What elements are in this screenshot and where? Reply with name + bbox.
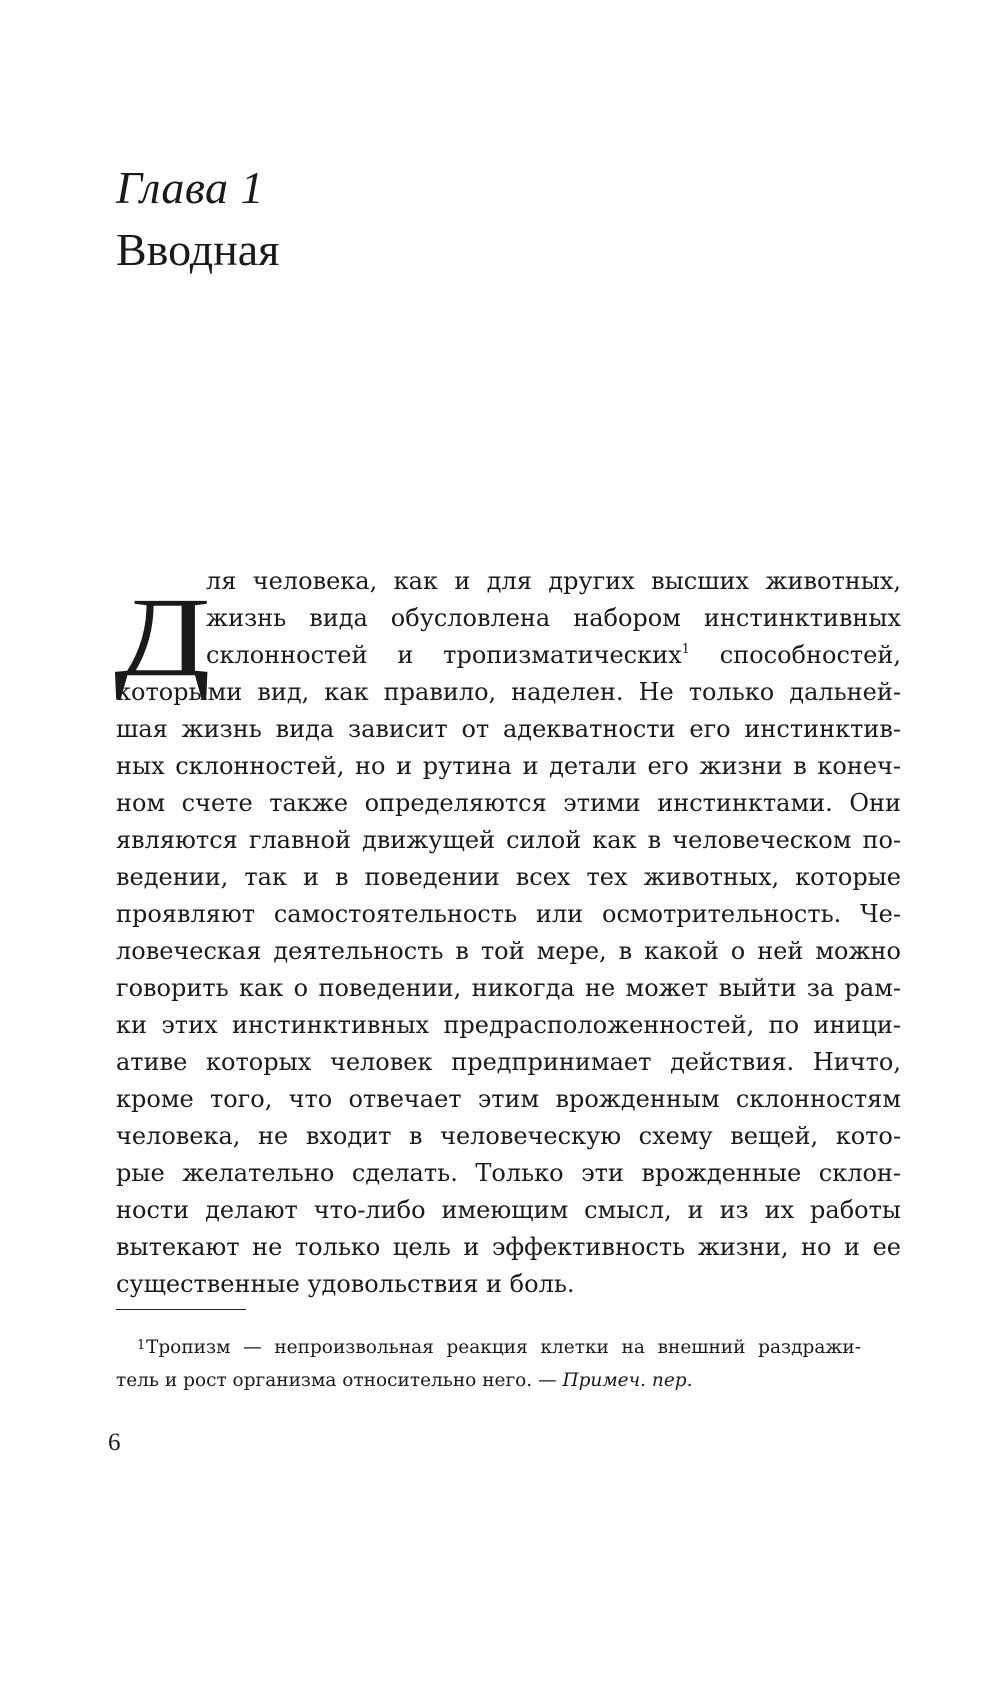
body-line: шая жизнь вида зависит от адекватности его инстинктив- xyxy=(116,715,901,743)
chapter-title: Вводная xyxy=(116,224,280,275)
body-line xyxy=(206,637,901,674)
body-line: ных склонностей, но и рутина и детали его жизни в конеч- xyxy=(116,752,901,780)
body-line: являются главной движущей силой как в человеческом по- xyxy=(116,826,901,854)
body-line: существенные удовольствия и боль. xyxy=(116,1270,575,1298)
body-line: человека, не входит в человеческую схему вещей, кото- xyxy=(116,1122,901,1150)
body-line: ативе которых человек предпринимает действия. Ничто, xyxy=(116,1048,901,1076)
body-line: ки этих инстинктивных предрасположенностей, по иници- xyxy=(116,1011,901,1039)
body-line: кроме того, что отвечает этим врожденным склонностям xyxy=(116,1085,901,1113)
chapter-number: Глава 1 xyxy=(116,162,264,213)
page-number: 6 xyxy=(108,1429,121,1456)
footnote-line xyxy=(116,1364,861,1397)
footnote-line: Тропизм — непроизвольная реакция клетки на внешний раздражи- xyxy=(146,1337,861,1358)
footnote-text: тель и рост организма относительно него. — xyxy=(116,1370,563,1391)
translator-note: Примеч. пер. xyxy=(562,1370,693,1391)
body-line-part: способностей, xyxy=(719,641,901,669)
drop-cap: Д xyxy=(114,573,211,700)
body-line-part: склонностей и тропизматических xyxy=(206,641,682,669)
body-line: ведении, так и в поведении всех тех животных, которые xyxy=(116,863,901,891)
body-line: рые желательно сделать. Только эти врожденные склон- xyxy=(116,1159,901,1187)
body-line: ности делают что-либо имеющим смысл, и из их работы xyxy=(116,1196,901,1224)
footnote-divider xyxy=(116,1309,246,1310)
body-line: ном счете также определяются этими инстинктами. Они xyxy=(116,789,901,817)
body-line: жизнь вида обусловлена набором инстинктивных xyxy=(206,604,901,632)
body-line: говорить как о поведении, никогда не может выйти за рам- xyxy=(116,974,901,1002)
body-line: проявляют самостоятельность или осмотрительность. Че- xyxy=(116,900,901,928)
body-line: ля человека, как и для других высших животных, xyxy=(206,567,901,595)
body-line: ловеческая деятельность в той мере, в какой о ней можно xyxy=(116,937,901,965)
body-line: вытекают не только цель и эффективность жизни, но и ее xyxy=(116,1233,901,1261)
footnote-reference: 1 xyxy=(681,642,690,657)
body-line: которыми вид, как правило, наделен. Не только дальней- xyxy=(116,678,901,706)
footnote-marker: 1 xyxy=(137,1338,146,1353)
